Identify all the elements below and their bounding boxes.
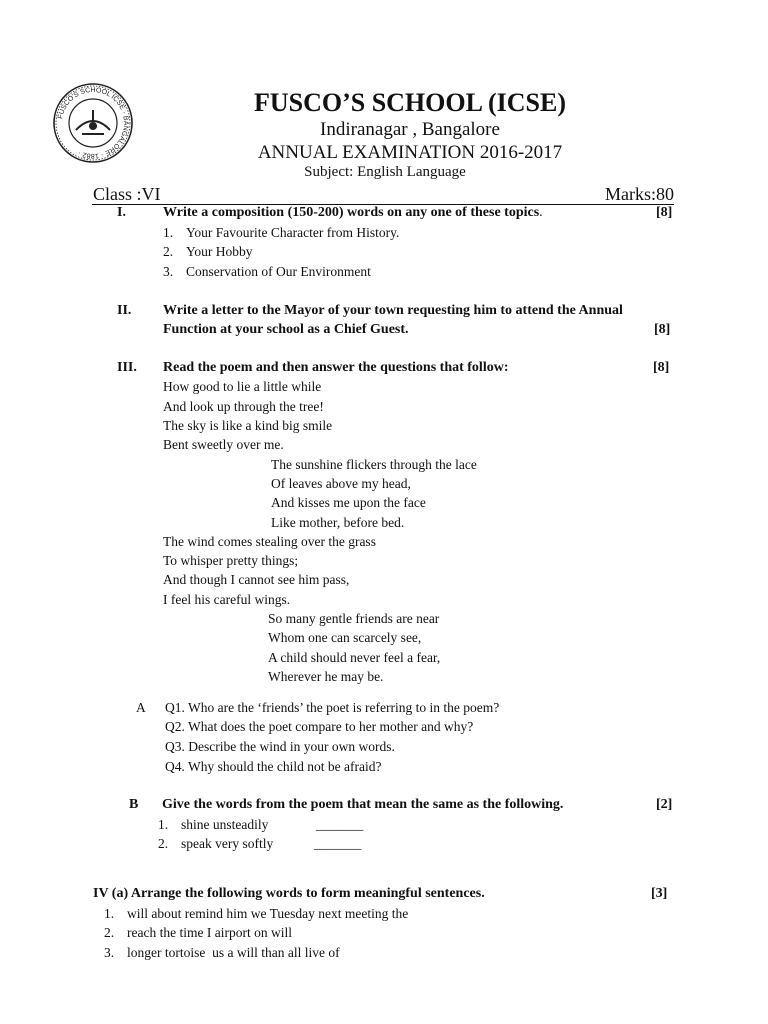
class-label: Class :VI: [93, 184, 161, 204]
q1-numeral: I.: [117, 205, 126, 220]
q4-item-3: 3. longer tortoise us a will than all live of: [104, 945, 340, 960]
part-b-label: B: [129, 797, 139, 812]
q1-topic-1: 1. Your Favourite Character from History.: [163, 225, 400, 240]
q1-topic-3: 3. Conservation of Our Environment: [163, 264, 371, 279]
school-name: FUSCO’S SCHOOL (ICSE): [253, 88, 567, 117]
q2-line-1: Write a letter to the Mayor of your town requesting him to attend the Annual: [163, 303, 623, 318]
poem-line: The sunshine flickers through the lace: [271, 457, 477, 472]
svg-text:FUSCO'S SCHOOL ICSE · BANGALOR: FUSCO'S SCHOOL ICSE · BANGALORE · 1882 ·: [57, 86, 130, 160]
q3-text: Read the poem and then answer the questions that follow:: [163, 360, 509, 375]
poem-line: I feel his careful wings.: [163, 592, 291, 607]
exam-title: ANNUAL EXAMINATION 2016-2017: [257, 142, 563, 163]
poem-line: A child should never feel a fear,: [268, 650, 441, 665]
poem-line: The sky is like a kind big smile: [163, 418, 333, 433]
poem-line: And though I cannot see him pass,: [163, 572, 350, 587]
subject-line: Subject: English Language: [304, 164, 466, 180]
poem-line: Whom one can scarcely see,: [268, 630, 422, 645]
part-a-question: Q3. Describe the wind in your own words.: [165, 739, 395, 754]
poem-line: So many gentle friends are near: [268, 611, 440, 626]
q1-marks: [8]: [656, 205, 673, 220]
part-b-text: Give the words from the poem that mean the same as the following.: [162, 797, 564, 812]
part-b-marks: [2]: [656, 797, 673, 812]
q4-text: IV (a) Arrange the following words to form meaningful sentences.: [93, 886, 485, 901]
q2-numeral: II.: [117, 303, 132, 318]
poem-line: Bent sweetly over me.: [163, 437, 284, 452]
poem-line: Of leaves above my head,: [271, 476, 411, 491]
poem-line: The wind comes stealing over the grass: [163, 534, 376, 549]
q4-item-1: 1. will about remind him we Tuesday next meeting the: [104, 906, 409, 921]
part-b-item-1: 1. shine unsteadily _______: [158, 817, 364, 832]
poem-line: And look up through the tree!: [163, 399, 324, 414]
school-location: Indiranagar , Bangalore: [320, 119, 500, 140]
q3-marks: [8]: [653, 360, 670, 375]
part-a-question: Q1. Who are the ‘friends’ the poet is referring to in the poem?: [165, 700, 500, 715]
part-a-question: Q4. Why should the child not be afraid?: [165, 759, 382, 774]
q2-marks: [8]: [654, 322, 671, 337]
poem-line: To whisper pretty things;: [163, 553, 299, 568]
marks-label: Marks:80: [605, 184, 674, 204]
part-a-question: Q2. What does the poet compare to her mother and why?: [165, 719, 474, 734]
q3-numeral: III.: [117, 360, 137, 375]
poem-line: And kisses me upon the face: [271, 495, 426, 510]
poem-line: Like mother, before bed.: [271, 515, 405, 530]
poem-line: Wherever he may be.: [268, 669, 384, 684]
poem-line: How good to lie a little while: [163, 379, 322, 394]
part-b-item-2: 2. speak very softly _______: [158, 836, 362, 851]
part-a-label: A: [136, 700, 146, 715]
q4-item-2: 2. reach the time I airport on will: [104, 925, 292, 940]
q1-topic-2: 2. Your Hobby: [163, 244, 253, 259]
q4-marks: [3]: [651, 886, 668, 901]
q1-text: Write a composition (150-200) words on any one of these topics.: [163, 205, 543, 220]
q2-line-2: Function at your school as a Chief Guest.: [163, 322, 409, 337]
